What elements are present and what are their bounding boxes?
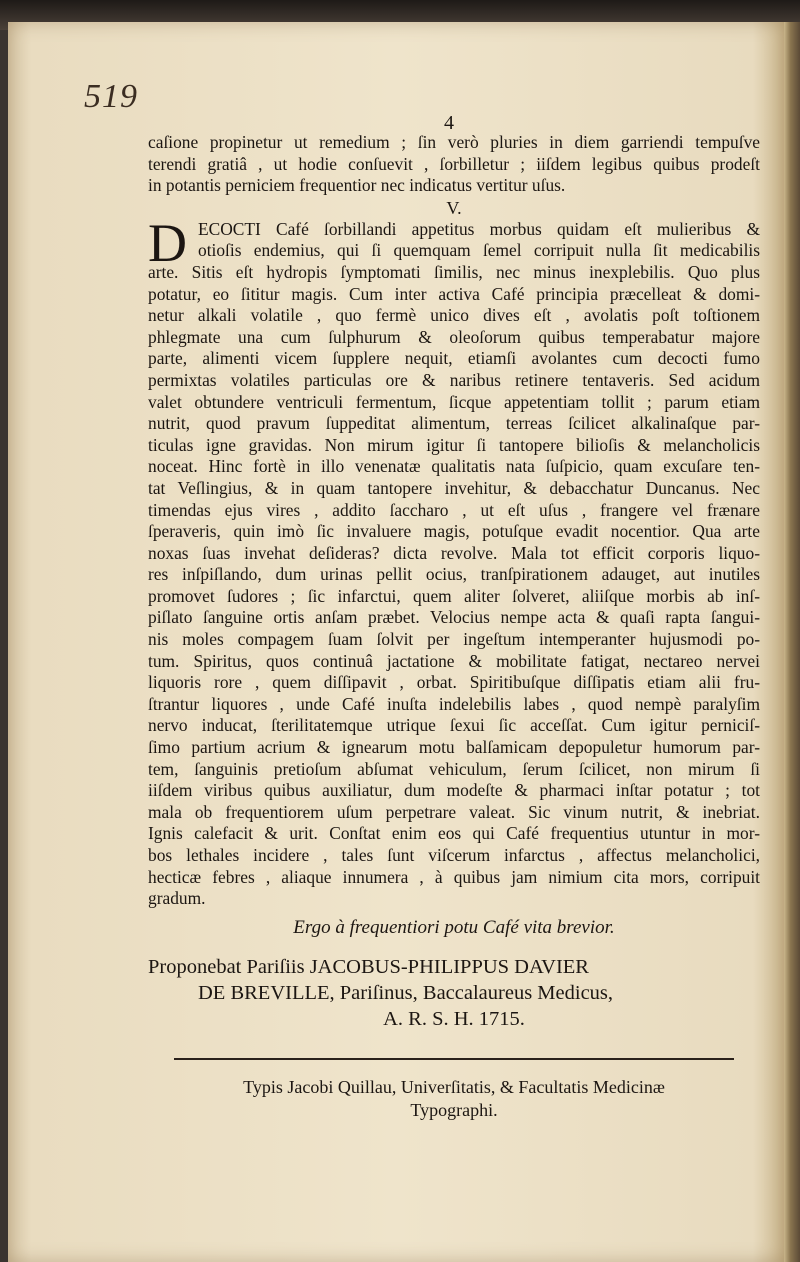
text-line: liquoris rore , quem diſſipavit , orbat. Spiritibuſque diſſipatis etiam alii fru- [148,672,760,693]
handwritten-folio-number: 519 [84,78,138,115]
text-line: ticulas igne gravidas. Non mirum igitur ſi tantopere bilioſis & melancholicis [148,434,760,455]
text-line: caſione propinetur ut remedium ; ſin verò pluries in diem garriendi tempuſve [148,132,760,152]
page-text-block [148,132,760,1122]
text-line: res inſpiſlando, dum urinas pellit ocius, tranſpirationem adauget, aut inutiles [148,564,760,585]
text-line: terendi gratiâ , ut hodie conſuevit , ſorbilletur ; iiſdem legibus quibus prodeſt [148,153,760,174]
conclusion-line: Ergo à frequentiori potu Café vita brevior. [293,916,615,938]
signature-mark: 4 [444,112,454,134]
text-line: tat Veſlingius, & in quam tantopere invehitur, & debacchatur Duncanus. Nec [148,477,760,498]
text-line: nis moles compagem ſuam ſolvit per ingeſtum intemperanter hujusmodi po- [148,629,760,650]
text-line: timendas ejus vires , addito ſaccharo , ut eſt uſus , frangere vel frænare [148,499,760,520]
text-line: gradum. [148,888,206,909]
text-line: phlegmate una cum ſulphurum & oleoſorum quibus temperabatur majore [148,326,760,347]
drop-cap: D [148,212,187,273]
proponebat-line-2: DE BREVILLE, Pariſinus, Baccalaureus Medicus, [198,981,614,1004]
text-line: nervo inducat, ſterilitatemque utrique ſexui ſic acceſſat. Cum igitur perniciſ- [148,715,760,736]
proponebat-line-3: A. R. S. H. 1715. [383,1007,525,1030]
text-line: mala ob frequentiorem uſum perpetrare valeat. Sic vinum nutrit, & inebriat. [148,801,760,822]
text-line: nutrit, quod pravum ſuppeditat alimentum, terreas ſcilicet alkalinaſque par- [148,413,760,434]
horizontal-rule [174,1058,734,1060]
proponebat-block [148,954,760,1032]
text-line: bos lethales incidere , tales ſunt viſcerum infarctus , affectus melancholici, [148,845,760,865]
text-line: hecticæ febres , aliaque innumera , à quibus jam nimium cita mors, corripuit [148,866,760,887]
text-line: noceat. Hinc fortè in illo venenatæ qualitatis nata ſuſpicio, quam excuſare ten- [148,456,760,477]
text-line: ſtrantur liquores , unde Café inuſta indelebilis labes , quod nempè paralyſim [148,693,760,714]
section-paragraph [148,212,760,910]
intro-paragraph [148,132,760,197]
text-line: permixtas volatiles particulas ore & naribus retinere tentaveris. Sed acidum [148,369,760,390]
text-line: arte. Sitis eſt hydropis ſymptomati ſimilis, nec minus inexplebilis. Quo plus [148,261,760,282]
text-line: Ignis calefacit & urit. Conſtat enim eos qui Café frequentius utuntur in mor- [148,823,760,844]
text-line: piſlato ſanguine ortis anſam præbet. Velocius nempe acta & quaſi rapta ſangui- [148,607,760,628]
text-line: in potantis perniciem frequentior nec indicatus vertitur uſus. [148,175,566,196]
imprint-block [148,1076,760,1122]
text-line: promovet ſudores ; ſic infarctui, quem aliter ſolveret, aliiſque morbis ab inſ- [148,585,760,606]
text-line: ECOCTI Café ſorbillandi appetitus morbus quidam eſt mulieribus & [198,218,760,239]
text-line: iiſdem viribus quibus auxiliatur, dum modeſte & pharmaci inſtar potatur ; tot [148,780,760,801]
text-line: otioſis endemius, qui ſi quemquam ſemel corripuit nulla ſit medicabilis [198,240,760,261]
imprint-line-1: Typis Jacobi Quillau, Univerſitatis, & Facultatis Medicinæ [243,1076,665,1097]
proponebat-line-1: Proponebat Pariſiis JACOBUS-PHILIPPUS DAVIER [148,955,589,978]
section-heading: V. [446,197,462,218]
text-line: tum. Spiritus, quos continuâ jactatione & mobilitate fatigat, nectareo nervei [148,650,760,671]
text-line: valet obtundere ventriculi fermentum, ſicque appetentiam tollit ; parum etiam [148,391,760,412]
text-line: potatur, eo ſititur magis. Cum inter activa Café principia præcelleat & domi- [148,283,760,304]
text-line: parte, alimenti vicem ſupplere nequit, etiamſi avolantes cum decocti fumo [148,348,760,369]
text-line: ſimo partium acrium & ignearum motu balſamicam depopuletur humorum par- [148,737,760,758]
imprint-line-2: Typographi. [410,1099,498,1120]
text-line: noxas ſuas invehat deſideras? dicta revolve. Mala tot efficit corporis liquo- [148,542,760,563]
text-line: ſperaveris, quin imò ſic invaluere magis, potuſque evadit nocentior. Qua arte [148,521,760,542]
page-right-edge [784,22,800,1262]
text-line: tem, ſanguinis pretioſum abſumat vehiculum, ſerum ſcilicet, non mirum ſi [148,758,760,779]
text-line: netur alkali volatile , quo fermè unico dives eſt , avolatis poſt toſtionem [148,305,760,326]
